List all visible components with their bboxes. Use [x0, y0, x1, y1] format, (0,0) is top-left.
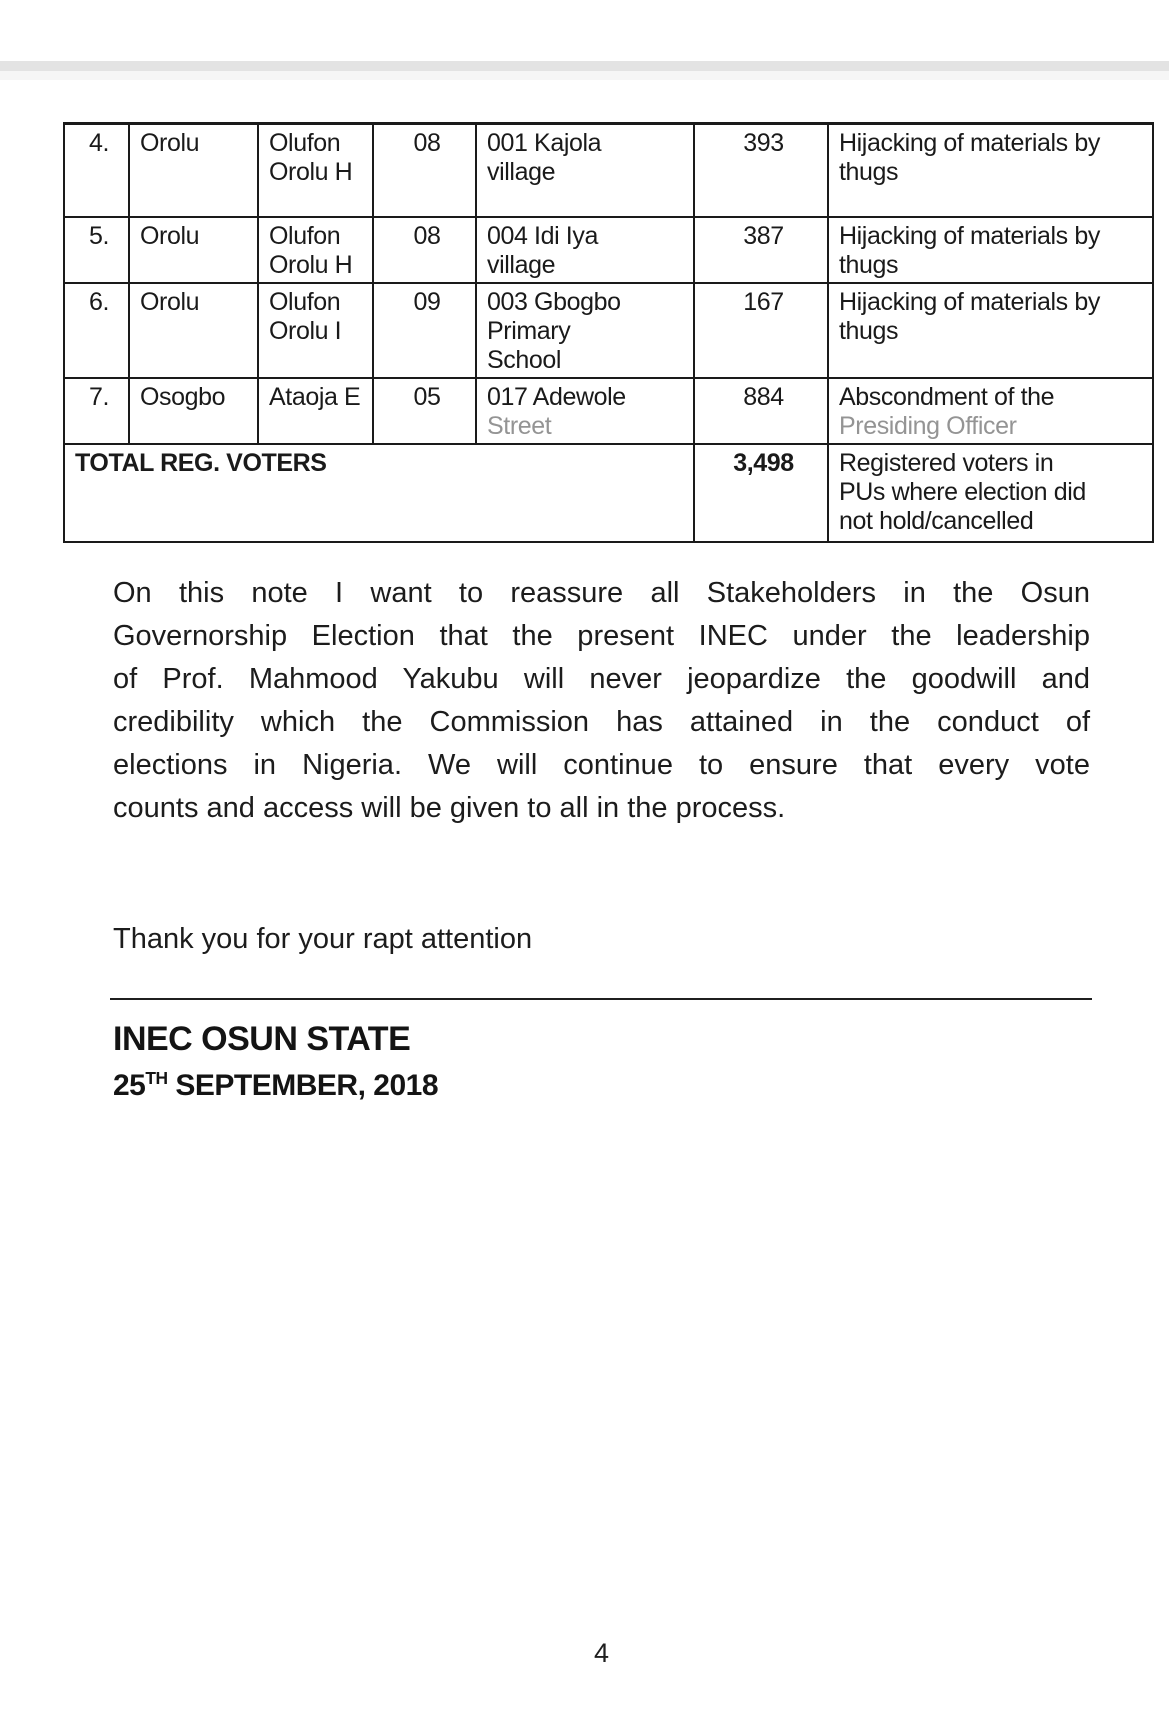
signature-date [113, 1060, 438, 1104]
cell-line: Orolu H [269, 158, 353, 186]
cell-line: Presiding Officer [839, 411, 1017, 440]
cancelled-polling-units-table [63, 122, 1154, 543]
cell-sn: 5. [64, 217, 129, 283]
signature-block [113, 1018, 438, 1104]
signature-divider-line [110, 998, 1092, 1000]
cell-code: 08 [373, 124, 476, 217]
page-separator [0, 61, 1169, 80]
table-row [64, 124, 1153, 217]
cell-line: Hijacking of materials by [839, 129, 1100, 157]
page-number: 4 [593, 1638, 610, 1668]
cell-line: Olufon [269, 287, 341, 316]
cell-line: 017 Adewole [487, 382, 626, 411]
cell-line: 001 Kajola [487, 129, 602, 157]
cell-code: 09 [373, 283, 476, 378]
cell-code: 05 [373, 378, 476, 444]
cell-line: School [487, 345, 562, 374]
page-separator-shadow [0, 61, 1169, 71]
cell-line: Ataoja E [269, 382, 361, 411]
cell-line: Primary [487, 316, 571, 345]
cell-ward [258, 378, 373, 444]
cell-sn: 7. [64, 378, 129, 444]
paragraph-line: credibility which the Commission has attained in the conduct of [113, 706, 1090, 738]
cell-line: Orolu I [269, 316, 342, 345]
cell-lga: Osogbo [129, 378, 258, 444]
cell-line: Street [487, 411, 552, 440]
cell-reason [828, 378, 1153, 444]
paragraph-line: Governorship Election that the present INEC under the leadership [113, 620, 1090, 652]
cell-voters: 167 [694, 283, 828, 378]
cell-line: Hijacking of materials by [839, 221, 1100, 250]
cell-voters: 393 [694, 124, 828, 217]
cell-reason [828, 283, 1153, 378]
signature-date-day: 25 [113, 1068, 146, 1102]
cell-ward [258, 283, 373, 378]
total-label: TOTAL REG. VOTERS [64, 444, 694, 542]
paragraph-line: elections in Nigeria. We will continue to ensure that every vote [113, 749, 1090, 781]
cell-line: 003 Gbogbo [487, 287, 621, 316]
signature-date-ordinal: TH [145, 1068, 168, 1088]
cell-line: Orolu H [269, 250, 353, 279]
cell-line: not hold/cancelled [839, 506, 1034, 535]
cell-pu [476, 283, 694, 378]
cell-line: Olufon [269, 221, 341, 250]
total-note [828, 444, 1153, 542]
cell-line: Registered voters in [839, 448, 1054, 477]
cell-line: Abscondment of the [839, 382, 1055, 411]
cell-ward [258, 217, 373, 283]
signature-date-rest: SEPTEMBER, 2018 [167, 1068, 438, 1102]
cell-lga: Orolu [129, 217, 258, 283]
cell-ward [258, 124, 373, 217]
cell-lga: Orolu [129, 283, 258, 378]
cell-line: 004 Idi Iya [487, 221, 598, 250]
cell-code: 08 [373, 217, 476, 283]
signature-organization: INEC OSUN STATE [113, 1020, 411, 1058]
body-paragraph [113, 572, 1090, 830]
cell-pu [476, 217, 694, 283]
cell-reason [828, 217, 1153, 283]
cell-voters: 387 [694, 217, 828, 283]
cell-voters: 884 [694, 378, 828, 444]
cell-line: thugs [839, 158, 899, 186]
closing-line: Thank you for your rapt attention [113, 923, 533, 955]
page-separator-edge [0, 71, 1169, 80]
table-row [64, 217, 1153, 283]
cell-lga: Orolu [129, 124, 258, 217]
cell-pu [476, 378, 694, 444]
paragraph-line: On this note I want to reassure all Stakeholders in the Osun [113, 577, 1090, 609]
cell-pu [476, 124, 694, 217]
cell-reason [828, 124, 1153, 217]
cell-line: Hijacking of materials by [839, 287, 1100, 316]
cell-line: thugs [839, 316, 899, 345]
cell-line: village [487, 158, 556, 186]
table-row [64, 378, 1153, 444]
cell-line: village [487, 250, 556, 279]
paragraph-line: of Prof. Mahmood Yakubu will never jeopardize the goodwill and [113, 663, 1090, 695]
cell-line: PUs where election did [839, 477, 1086, 506]
cell-line: thugs [839, 250, 899, 279]
table-total-row [64, 444, 1153, 542]
cell-sn: 6. [64, 283, 129, 378]
table-row [64, 283, 1153, 378]
paragraph-line: counts and access will be given to all in the process. [113, 792, 786, 824]
cell-line: Olufon [269, 129, 341, 157]
cell-sn: 4. [64, 124, 129, 217]
total-value: 3,498 [694, 444, 828, 542]
